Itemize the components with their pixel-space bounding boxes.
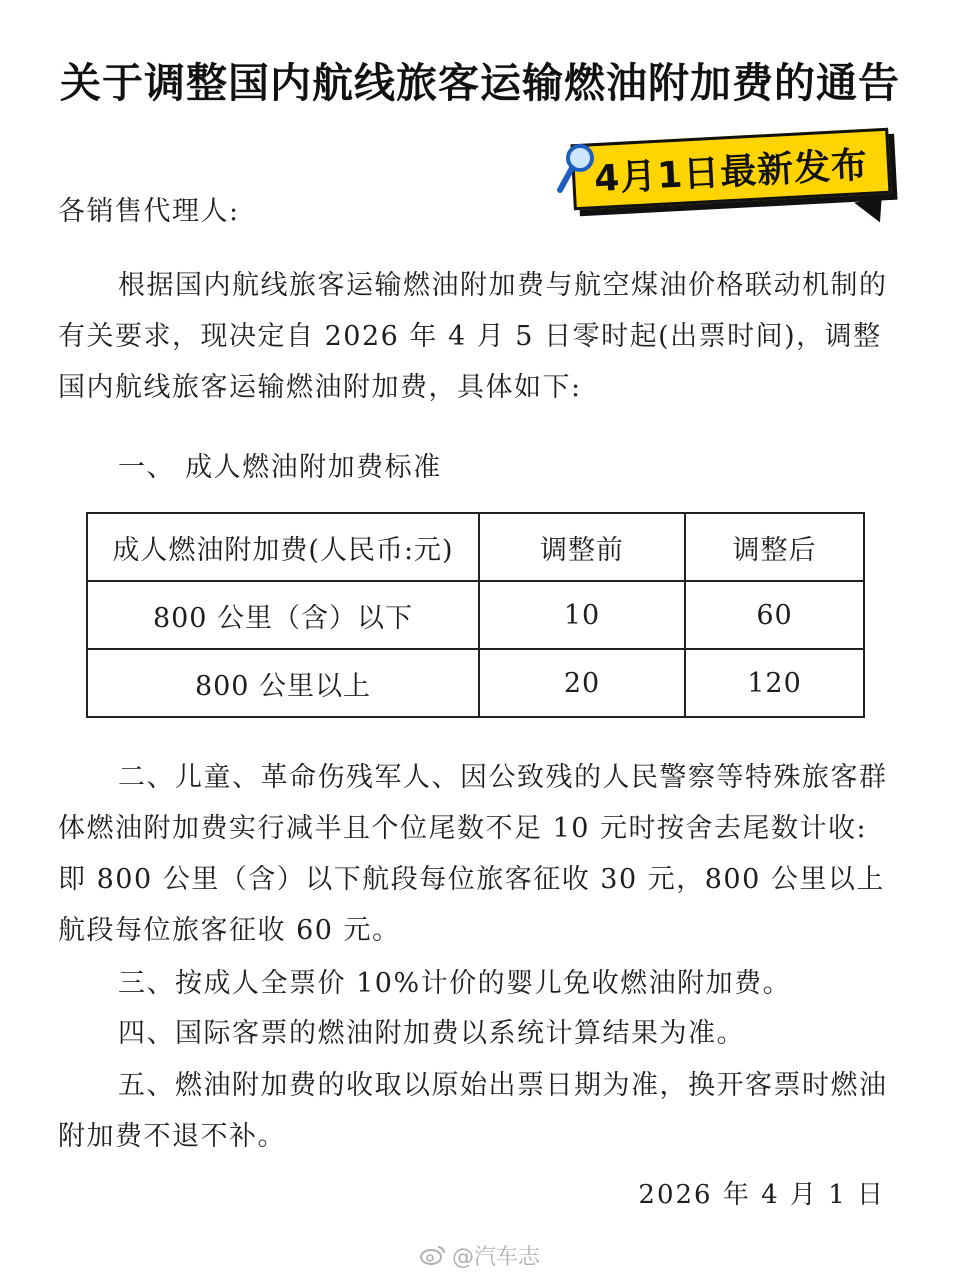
section-1-heading: 一、 成人燃油附加费标准 [118, 452, 442, 483]
table-header-cell: 成人燃油附加费(人民币:元) [87, 513, 479, 581]
section-3-paragraph: 三、按成人全票价 10%计价的婴儿免收燃油附加费。 [118, 968, 792, 999]
table-cell: 800 公里（含）以下 [87, 581, 479, 649]
weibo-icon [420, 1244, 446, 1266]
table-cell: 800 公里以上 [87, 649, 479, 717]
table-cell: 120 [685, 649, 864, 717]
surcharge-table [86, 512, 865, 718]
notice-date: 2026 年 4 月 1 日 [638, 1180, 885, 1210]
table-header-cell: 调整后 [685, 513, 864, 581]
magnifier-icon [556, 140, 600, 200]
salutation: 各销售代理人: [58, 196, 240, 227]
notice-title: 关于调整国内航线旅客运输燃油附加费的通告 [60, 59, 900, 107]
section-2-paragraph: 二、儿童、革命伤残军人、因公致残的人民警察等特殊旅客群体燃油附加费实行减半且个位尾数不足 10 元时按舍去尾数计收: 即 800 公里（含）以下航段每位旅客征收 30 元，800 公里以上航段每位旅客征收 60 元。 [58, 762, 888, 946]
intro-paragraph: 根据国内航线旅客运输燃油附加费与航空煤油价格联动机制的有关要求，现决定自 2026 年 4 月 5 日零时起(出票时间)，调整国内航线旅客运输燃油附加费，具体如下: [58, 270, 888, 403]
table-cell: 20 [479, 649, 685, 717]
watermark-text: @汽车志 [452, 1244, 541, 1270]
section-5-paragraph: 五、燃油附加费的收取以原始出票日期为准，换开客票时燃油附加费不退不补。 [58, 1070, 888, 1152]
weibo-watermark [420, 1238, 560, 1272]
release-badge [556, 132, 906, 232]
badge-tail [854, 198, 886, 226]
table-row [87, 649, 864, 717]
table-header-row [87, 513, 864, 581]
table-header-cell: 调整前 [479, 513, 685, 581]
table-row [87, 581, 864, 649]
badge-text: 4月1日最新发布 [593, 144, 870, 200]
section-4-paragraph: 四、国际客票的燃油附加费以系统计算结果为准。 [118, 1018, 745, 1049]
table-cell: 10 [479, 581, 685, 649]
table-cell: 60 [685, 581, 864, 649]
